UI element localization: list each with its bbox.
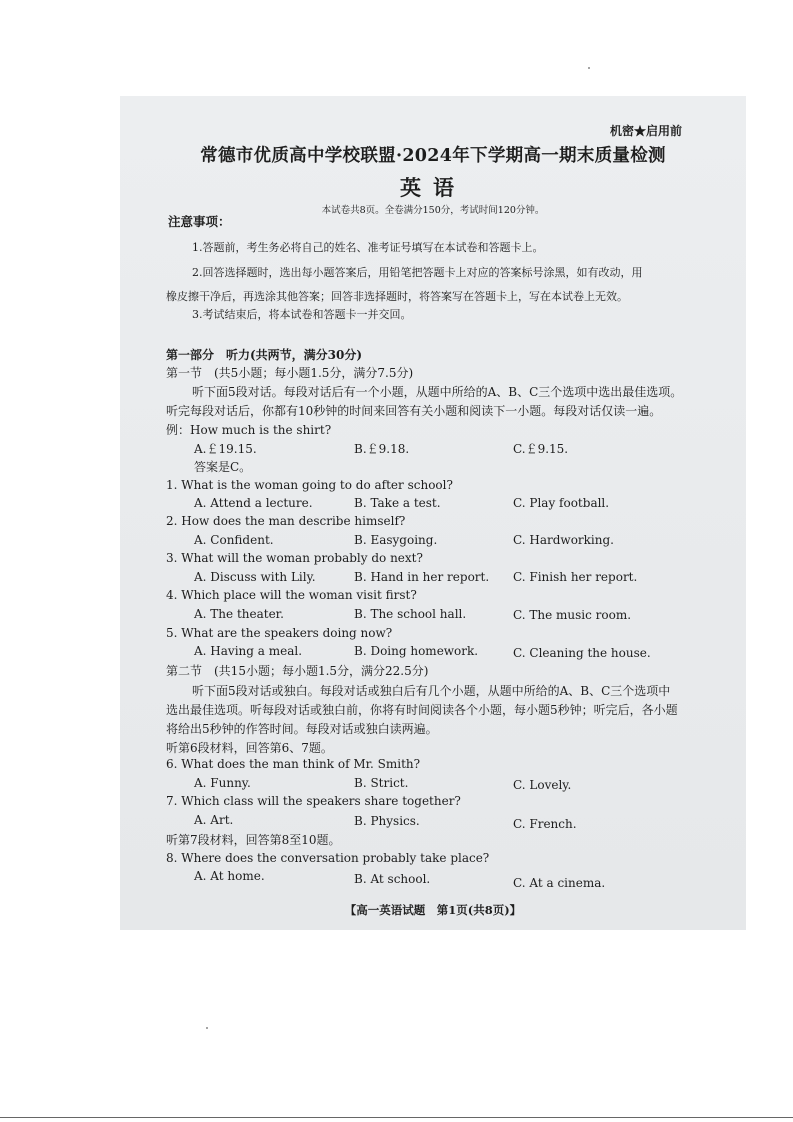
- question-1-option-c: C. Play football.: [513, 496, 610, 510]
- page-bottom-edge: [0, 1117, 793, 1118]
- material-6-label: 听第6段材料，回答第6、7题。: [166, 741, 333, 755]
- exam-title: 常德市优质高中学校联盟·2024年下学期高一期末质量检测: [200, 146, 666, 166]
- page-footer: 【高一英语试题 第1页(共8页)】: [344, 903, 522, 917]
- question-2-option-c: C. Hardworking.: [513, 533, 614, 547]
- question-7: 7. Which class will the speakers share together?: [166, 794, 461, 808]
- question-3-option-a: A. Discuss with Lily.: [194, 570, 316, 584]
- exam-info: 本试卷共8页。全卷满分150分，考试时间120分钟。: [321, 205, 545, 216]
- question-6-option-a: A. Funny.: [194, 776, 251, 790]
- example-option-a: A.￡19.15.: [194, 442, 257, 456]
- question-1-option-a: A. Attend a lecture.: [194, 496, 313, 510]
- question-8-option-a: A. At home.: [194, 869, 265, 883]
- note-item: 3.考试结束后，将本试卷和答题卡一并交回。: [192, 308, 412, 321]
- section1-instruction: 听下面5段对话。每段对话后有一个小题，从题中所给的A、B、C三个选项中选出最佳选项。: [192, 385, 683, 399]
- note-item: 1.答题前，考生务必将自己的姓名、准考证号填写在本试卷和答题卡上。: [192, 241, 544, 254]
- example-answer: 答案是C。: [194, 460, 252, 474]
- question-2-option-a: A. Confident.: [194, 533, 274, 547]
- question-2-option-b: B. Easygoing.: [354, 533, 438, 547]
- section2-instruction: 选出最佳选项。听每段对话或独白前，你将有时间阅读各个小题，每小题5秒钟；听完后，各小题: [166, 703, 678, 717]
- question-4-option-a: A. The theater.: [194, 607, 284, 621]
- material-7-label: 听第7段材料，回答第8至10题。: [166, 833, 341, 847]
- question-8-option-c: C. At a cinema.: [513, 876, 606, 890]
- question-5-option-c: C. Cleaning the house.: [513, 646, 651, 660]
- question-7-option-a: A. Art.: [194, 813, 234, 827]
- example-question: 例：How much is the shirt?: [166, 423, 332, 437]
- exam-sheet: [120, 96, 746, 930]
- section1-heading: 第一节 (共5小题；每小题1.5分，满分7.5分): [166, 366, 414, 380]
- question-7-option-c: C. French.: [513, 817, 577, 831]
- example-option-c: C.￡9.15.: [513, 442, 569, 456]
- question-2: 2. How does the man describe himself?: [166, 514, 406, 528]
- question-5-option-b: B. Doing homework.: [354, 644, 479, 658]
- question-5-option-a: A. Having a meal.: [194, 644, 303, 658]
- note-item: 橡皮擦干净后，再选涂其他答案；回答非选择题时，将答案写在答题卡上，写在本试卷上无效。: [166, 290, 628, 303]
- question-3: 3. What will the woman probably do next?: [166, 551, 423, 565]
- question-8-option-b: B. At school.: [354, 872, 431, 886]
- section2-instruction: 将给出5秒钟的作答时间。每段对话或独白读两遍。: [166, 722, 438, 736]
- question-6: 6. What does the man think of Mr. Smith?: [166, 757, 421, 771]
- question-4-option-b: B. The school hall.: [354, 607, 467, 621]
- question-6-option-b: B. Strict.: [354, 776, 409, 790]
- question-4: 4. Which place will the woman visit first?: [166, 588, 417, 602]
- section2-heading: 第二节 (共15小题；每小题1.5分，满分22.5分): [166, 664, 429, 678]
- subject-title: 英语: [400, 175, 466, 200]
- section1-instruction: 听完每段对话后，你都有10秒钟的时间来回答有关小题和阅读下一小题。每段对话仅读一遍。: [166, 404, 662, 418]
- example-option-b: B.￡9.18.: [354, 442, 410, 456]
- scan-speck: [206, 1027, 208, 1029]
- question-5: 5. What are the speakers doing now?: [166, 626, 393, 640]
- question-1-option-b: B. Take a test.: [354, 496, 441, 510]
- question-1: 1. What is the woman going to do after school?: [166, 478, 453, 492]
- confidential-label: 机密★启用前: [610, 124, 683, 138]
- note-item: 2.回答选择题时，选出每小题答案后，用铅笔把答题卡上对应的答案标号涂黑，如有改动，用: [192, 266, 643, 279]
- question-4-option-c: C. The music room.: [513, 608, 632, 622]
- question-3-option-b: B. Hand in her report.: [354, 570, 490, 584]
- question-7-option-b: B. Physics.: [354, 814, 420, 828]
- question-8: 8. Where does the conversation probably take place?: [166, 851, 490, 865]
- question-3-option-c: C. Finish her report.: [513, 570, 638, 584]
- section2-instruction: 听下面5段对话或独白。每段对话或独白后有几个小题，从题中所给的A、B、C三个选项中: [192, 684, 671, 698]
- notes-heading: 注意事项：: [168, 214, 231, 229]
- question-6-option-c: C. Lovely.: [513, 778, 572, 792]
- part1-heading: 第一部分 听力(共两节，满分30分): [166, 348, 363, 362]
- scan-speck: [588, 67, 590, 69]
